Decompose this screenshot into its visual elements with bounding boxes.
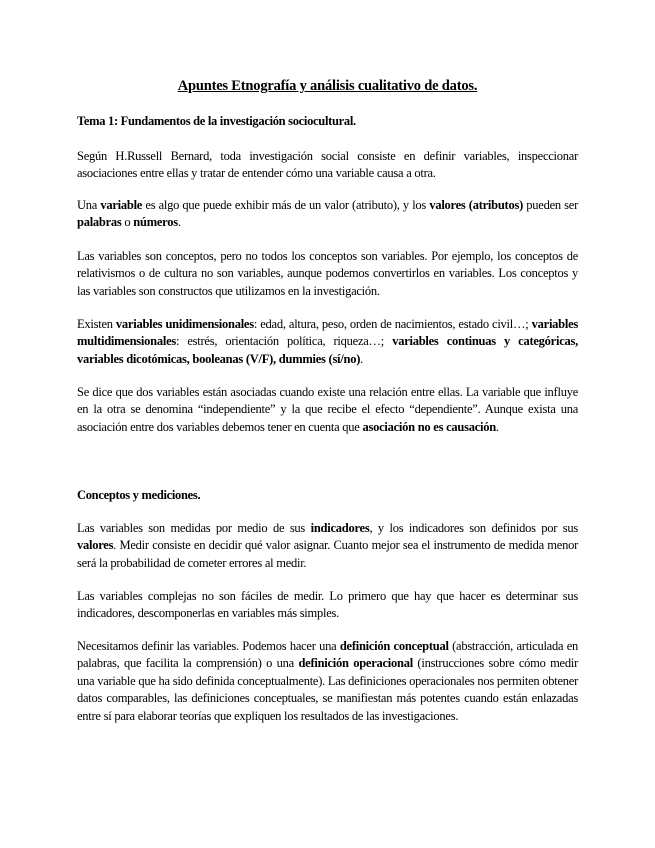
text-span: Una	[77, 198, 101, 212]
bold-term: asociación no es causación	[362, 419, 496, 434]
text-span: Las variables son medidas por medio de sus	[77, 521, 311, 535]
text-span: (abstracción, articulada en palabras, que facilita la comprensión) o una	[77, 639, 579, 671]
bold-term: definición conceptual	[339, 639, 449, 653]
text-span: (instrucciones sobre cómo medir una variable que ha sido definida conceptualmente). Las definiciones operacionales nos permiten obtener datos comparables, las definiciones conceptuales, se manifiestan más potentes cuando están enlazadas entre sí para elaborar teorías que expliquen los resultados de las investigaciones.	[77, 656, 578, 723]
bold-term: valores (atributos)	[429, 198, 523, 212]
paragraph-association	[77, 384, 578, 436]
paragraph-concepts: Las variables son conceptos, pero no todos los conceptos son variables. Por ejemplo, los conceptos de relativismos o de cultura no son variables, aunque podemos convertirlos en variables. Los conceptos y las variables son constructos que utilizamos en la investigación.	[77, 249, 578, 298]
text-span: .	[360, 351, 363, 366]
page-title: Apuntes Etnografía y análisis cualitativo de datos.	[177, 78, 478, 94]
bold-term: variables multidimensionales	[77, 317, 579, 349]
bold-term: números	[133, 215, 178, 230]
text-span: Existen	[77, 317, 116, 331]
bold-term: valores	[77, 538, 114, 553]
text-span: Necesitamos definir las variables. Podemos hacer una	[77, 639, 340, 653]
text-span: . Medir consiste en decidir qué valor asignar. Cuanto mejor sea el instrumento de medida menor será la probabilidad de cometer errores al medir.	[77, 538, 578, 570]
bold-term: variable	[100, 198, 143, 212]
bold-term: palabras	[77, 215, 122, 230]
paragraph-definitions	[77, 638, 578, 725]
text-span: pueden ser	[523, 198, 578, 212]
section-heading-fundamentos: Tema 1: Fundamentos de la investigación sociocultural.	[77, 114, 356, 128]
paragraph-variable-definition	[77, 197, 578, 232]
paragraph-variable-types	[77, 316, 578, 368]
bold-term: definición operacional	[298, 656, 413, 671]
section-heading-conceptos: Conceptos y mediciones.	[77, 488, 201, 502]
paragraph-bernard: Según H.Russell Bernard, toda investigación social consiste en definir variables, inspeccionar asociaciones entre ellas y tratar de entender cómo una variable causa a otra.	[77, 149, 578, 181]
text-span: .	[177, 215, 181, 230]
bold-term: variables unidimensionales	[115, 317, 254, 331]
paragraph-indicators	[77, 520, 578, 572]
bold-term: indicadores	[310, 521, 370, 535]
text-span: : edad, altura, peso, orden de nacimientos, estado civil…;	[253, 317, 532, 331]
paragraph-complex-variables: Las variables complejas no son fáciles de medir. Lo primero que hay que hacer es determinar sus indicadores, descomponerlas en variables más simples.	[77, 589, 578, 621]
text-span: Se dice que dos variables están asociadas cuando existe una relación entre ellas. La variable que influye en la otra se denomina “independiente” y la que recibe el efecto “dependiente”. Aunque exista una asociación entre dos variables debemos tener en cuenta que	[77, 385, 578, 434]
text-span: o	[121, 215, 134, 230]
bold-term: variables continuas y categóricas, variables dicotómicas, booleanas (V/F), dummies (sí/no)	[77, 334, 578, 366]
text-span: , y los indicadores son definidos por sus	[369, 521, 579, 535]
text-span: : estrés, orientación política, riqueza…;	[176, 334, 393, 349]
text-span: .	[495, 419, 499, 434]
text-span: es algo que puede exhibir más de un valor (atributo), y los	[142, 198, 430, 212]
